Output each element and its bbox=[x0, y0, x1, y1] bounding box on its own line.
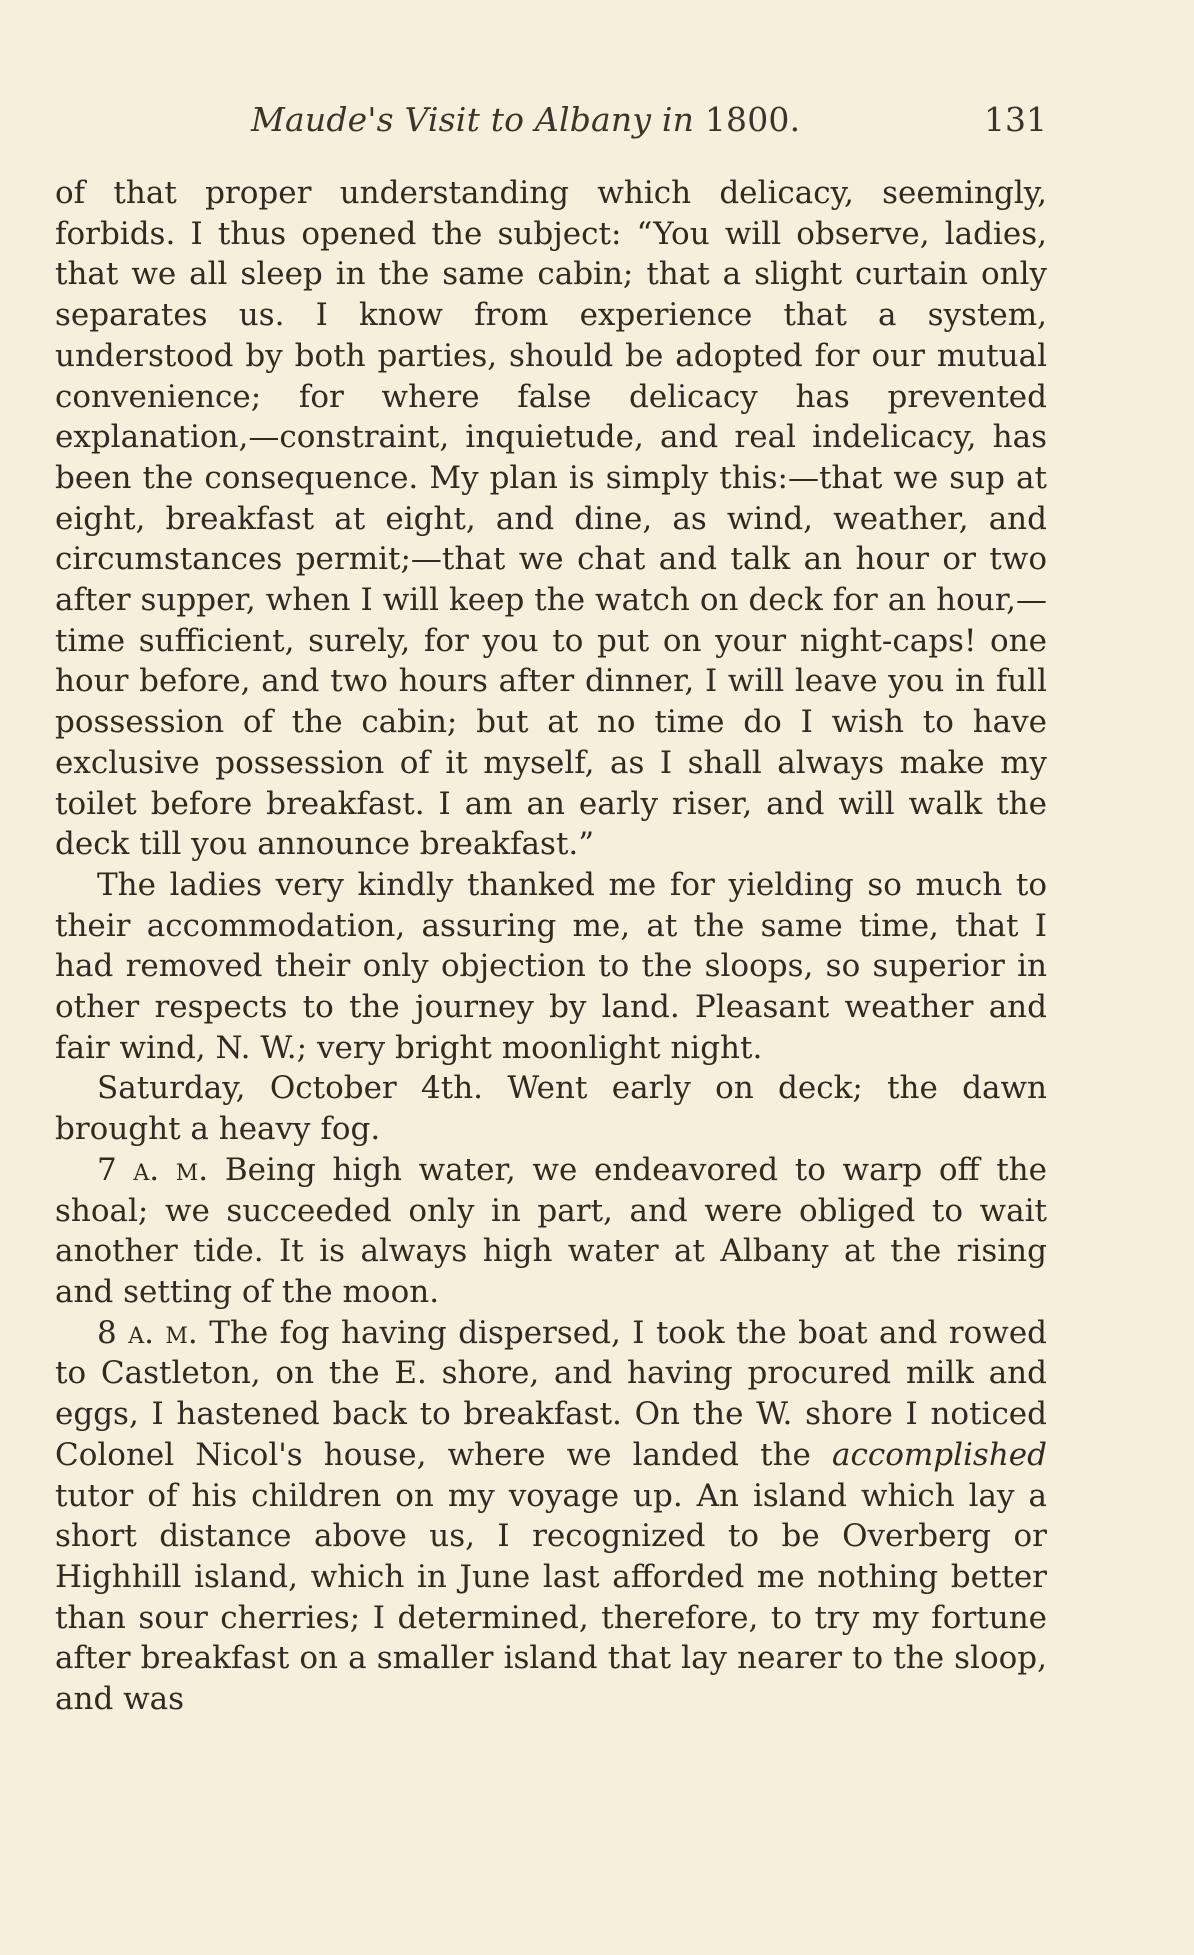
paragraph-2: The ladies very kindly thanked me for yielding so much to their accommodation, assuring me, at the same time, that I had removed their only objection to the sloops, so superior in other respects to the journey by land. Pleasant weather and fair wind, N. W.; very bright moonlight night. bbox=[55, 866, 1047, 1066]
page-header bbox=[55, 100, 1047, 148]
running-head-title: Maude's Visit to Albany in bbox=[251, 100, 705, 139]
paragraph-1: of that proper understanding which delicacy, seemingly, forbids. I thus opened the subject: “You will observe, ladies, that we all sleep in the same cabin; that a slight curtain only separates us. I know from experience that a system, understood by both parties, should be adopted for our mutual convenience; for where false delicacy has prevented explanation,—constraint, inquietude, and real indelicacy, has been the consequence. My plan is simply this:—that we sup at eight, breakfast at eight, and dine, as wind, weather, and circumstances permit;—that we chat and talk an hour or two after supper, when I will keep the watch on deck for an hour,—time sufficient, surely, for you to put on your night-caps! one hour before, and two hours after dinner, I will leave you in full possession of the cabin; but at no time do I wish to have exclusive possession of it myself, as I shall always make my toilet before breakfast. I am an early riser, and will walk the deck till you announce breakfast.” bbox=[55, 175, 1047, 863]
running-head bbox=[251, 100, 800, 139]
paragraph-5-time: 8 bbox=[97, 1314, 117, 1351]
body-text bbox=[55, 173, 1047, 1720]
paragraph-4 bbox=[55, 1150, 1047, 1313]
paragraph-3: Saturday, October 4th. Went early on deck; the dawn brought a heavy fog. bbox=[55, 1070, 1047, 1148]
paragraph-5-ampm: a. m. bbox=[128, 1314, 198, 1351]
paragraph-4-text: Being high water, we endeavored to warp off the shoal; we succeeded only in part, and were obliged to wait another tide. It is always high water at Albany at the rising and setting of the moon. bbox=[55, 1151, 1047, 1310]
running-head-year: 1800. bbox=[704, 100, 801, 139]
paragraph-5-text-before: The fog having dispersed, I took the boat and rowed to Castleton, on the E. shore, and having procured milk and eggs, I hastened back to breakfast. On the W. shore I noticed Colonel Nicol's house, where we landed the bbox=[55, 1314, 1048, 1473]
page-number: 131 bbox=[984, 100, 1047, 139]
paragraph-5-text-after: tutor of his children on my voyage up. An island which lay a short distance above us, I recognized to be Overberg or Highhill island, which in June last afforded me nothing better than sour cherries; I determined, therefore, to try my fortune after breakfast on a smaller island that lay nearer to the sloop, and was bbox=[55, 1477, 1047, 1718]
paragraph-5 bbox=[55, 1313, 1047, 1720]
paragraph-4-time: 7 bbox=[97, 1151, 117, 1188]
paragraph-5-emphasis: accomplished bbox=[831, 1436, 1047, 1473]
paragraph-4-ampm: a. m. bbox=[133, 1151, 209, 1188]
